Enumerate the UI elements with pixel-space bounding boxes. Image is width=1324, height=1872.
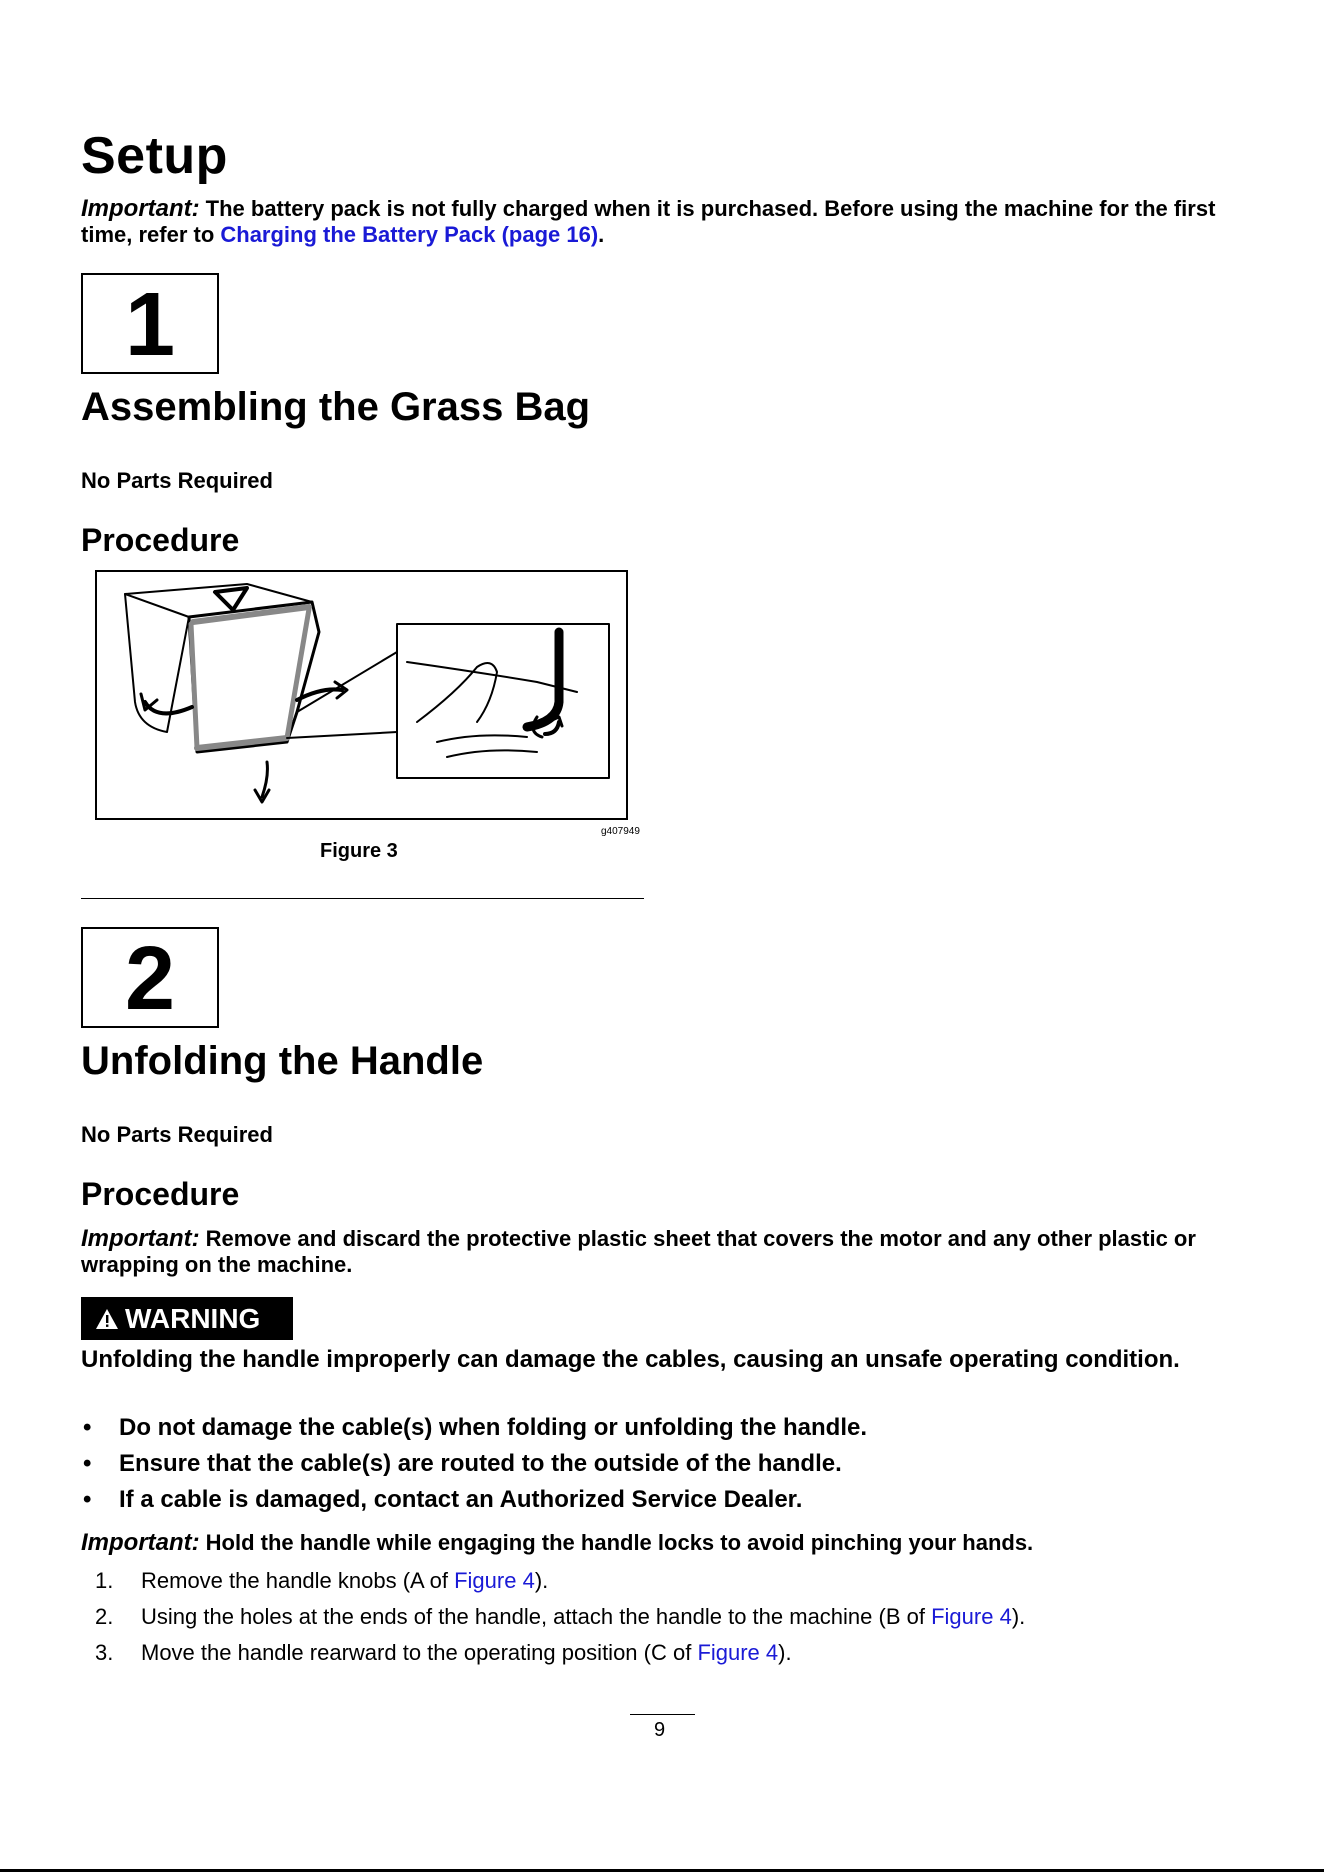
intro-text-a: The battery pack is not fully charged when it is purchased. Before using the machine for the first time, refer to	[81, 196, 1216, 247]
procedure-steps	[81, 1563, 1025, 1671]
page-title: Setup	[81, 127, 228, 185]
step-number-box-2: 2	[81, 927, 219, 1028]
important-label: Important:	[81, 1225, 200, 1252]
intro-important	[81, 196, 1241, 248]
intro-text-b: .	[598, 222, 605, 247]
list-item: • Do not damage the cable(s) when folding or unfolding the handle.	[81, 1410, 867, 1446]
step-number-box-1: 1	[81, 273, 219, 374]
figure-caption: Figure 3	[320, 840, 398, 862]
page-number: 9	[654, 1719, 666, 1741]
list-item: 2. Using the holes at the ends of the handle, attach the handle to the machine (B of Figure 4).	[95, 1604, 1026, 1629]
section-title-unfold-handle: Unfolding the Handle	[81, 1039, 484, 1083]
page-number-rule	[630, 1714, 695, 1715]
parts-note-1: No Parts Required	[81, 468, 273, 493]
figure-4-link[interactable]: Figure 4	[931, 1604, 1012, 1629]
figure-id: g407949	[601, 826, 640, 837]
important-text: Hold the handle while engaging the handle locks to avoid pinching your hands.	[205, 1530, 1034, 1555]
list-item: • Ensure that the cable(s) are routed to the outside of the handle.	[81, 1446, 867, 1482]
important-text: Remove and discard the protective plastic sheet that covers the motor and any other plastic or wrapping on the machine.	[81, 1226, 1196, 1277]
list-item: • If a cable is damaged, contact an Authorized Service Dealer.	[81, 1482, 867, 1518]
warning-bullet-list	[81, 1410, 867, 1518]
step2-important	[81, 1226, 1241, 1278]
warning-triangle-icon	[95, 1299, 119, 1342]
figure-4-link[interactable]: Figure 4	[697, 1640, 779, 1665]
warning-label: WARNING	[125, 1303, 261, 1334]
grass-bag-figure	[95, 570, 628, 820]
figure-4-link[interactable]: Figure 4	[454, 1568, 535, 1593]
parts-note-2: No Parts Required	[81, 1122, 273, 1147]
bullet-icon: •	[83, 1450, 92, 1477]
procedure-heading-1: Procedure	[81, 522, 240, 558]
important-label: Important:	[81, 195, 200, 222]
warning-text: Unfolding the handle improperly can damage the cables, causing an unsafe operating condition.	[81, 1346, 1180, 1373]
procedure-heading-2: Procedure	[81, 1176, 240, 1212]
list-item: 3. Move the handle rearward to the operating position (C of Figure 4).	[95, 1640, 792, 1665]
section-divider	[81, 898, 644, 899]
bullet-icon: •	[83, 1414, 92, 1441]
charging-battery-link[interactable]: Charging the Battery Pack (page 16)	[220, 222, 599, 247]
warning-banner	[81, 1297, 293, 1340]
section-title-grass-bag: Assembling the Grass Bag	[81, 385, 591, 429]
step2-important-2	[81, 1530, 1241, 1556]
bullet-icon: •	[83, 1486, 92, 1513]
grass-bag-illustration	[97, 572, 626, 818]
list-item: 1. Remove the handle knobs (A of Figure 4).	[95, 1568, 549, 1593]
important-label: Important:	[81, 1529, 200, 1556]
